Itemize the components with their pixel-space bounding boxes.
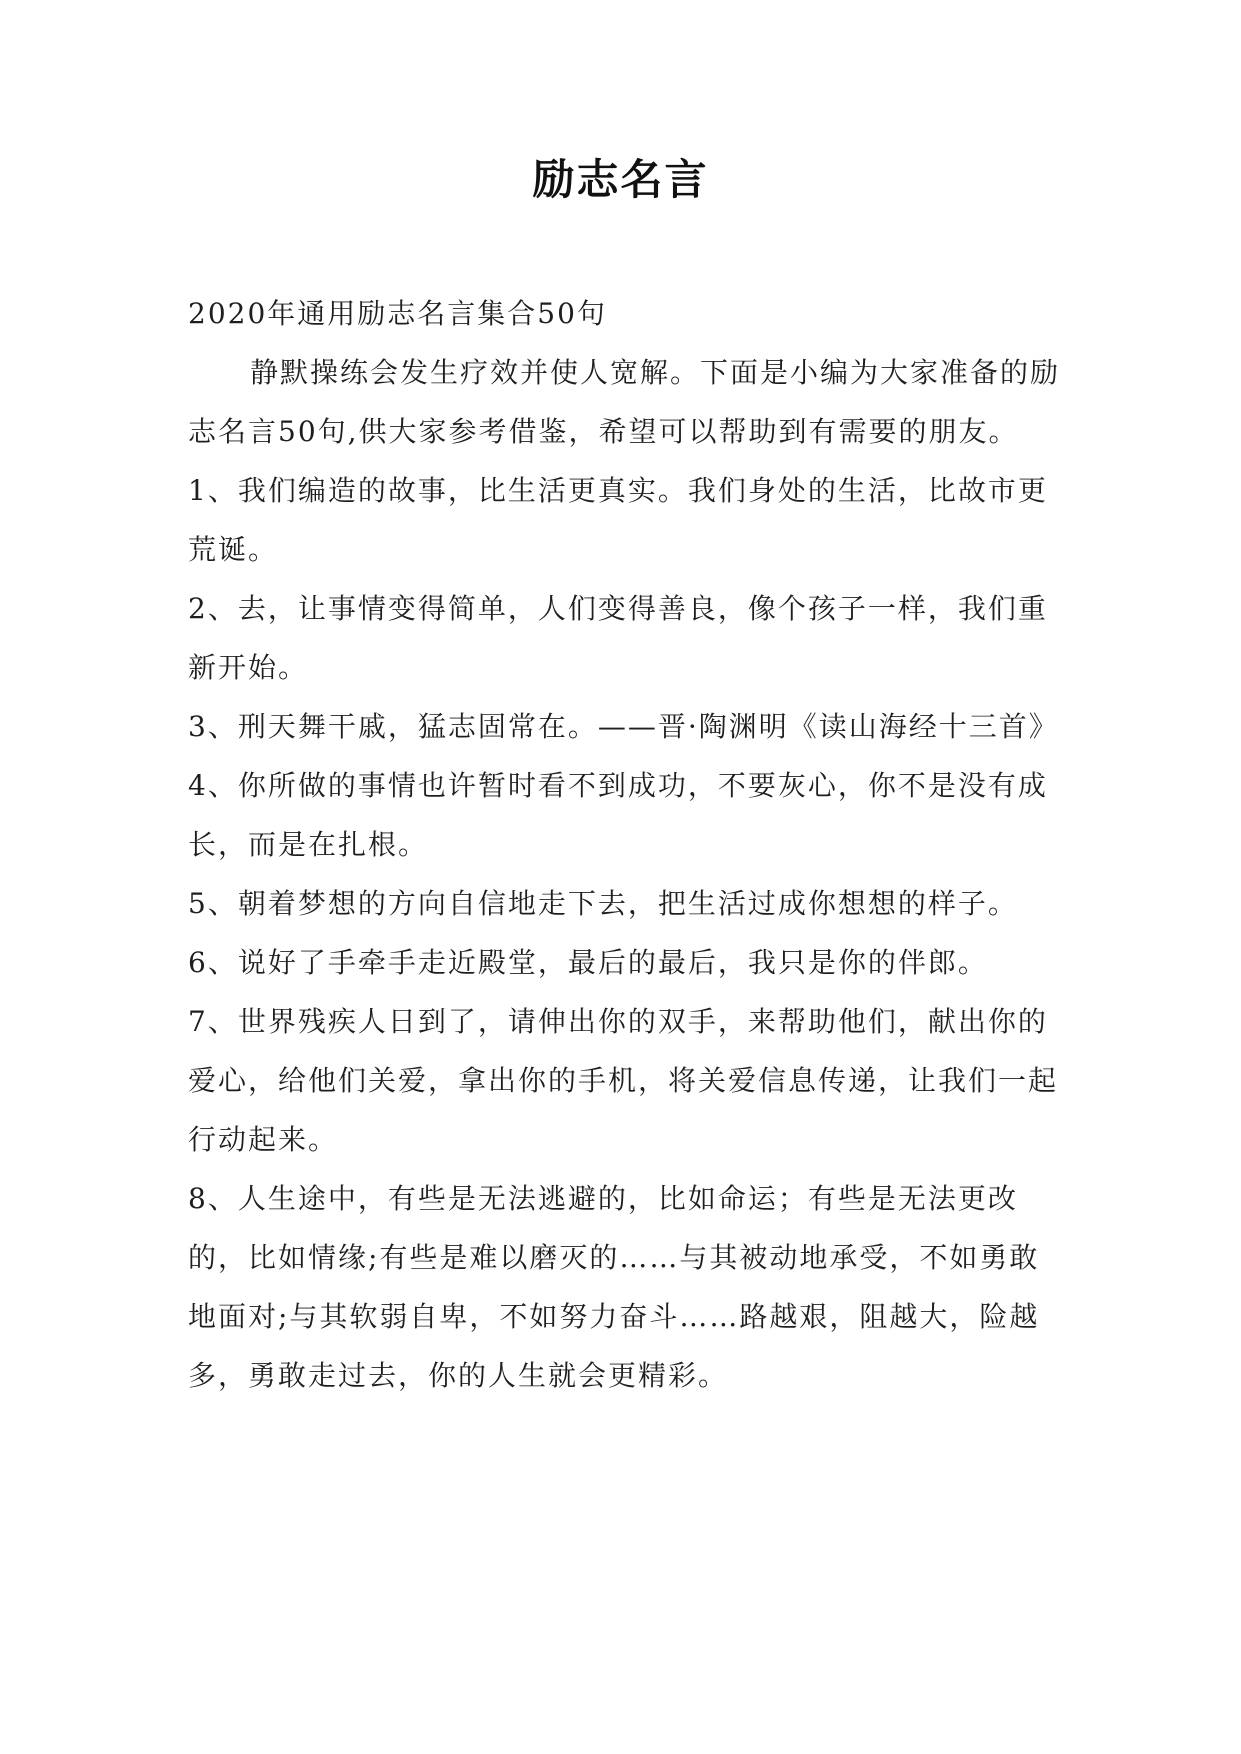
document-title: 励志名言 — [532, 155, 709, 204]
quote-item-8: 8、人生途中，有些是无法逃避的，比如命运；有些是无法更改的，比如情缘;有些是难以磨灭的……与其被动地承受，不如勇敢地面对;与其软弱自卑，不如努力奋斗……路越艰，阻越大，险越多，勇敢走过去，你的人生就会更精彩。 — [188, 1182, 1040, 1392]
quote-item-1: 1、我们编造的故事，比生活更真实。我们身处的生活，比故市更荒诞。 — [188, 474, 1048, 566]
document-subtitle: 2020年通用励志名言集合50句 — [188, 297, 607, 330]
quote-item-2: 2、去，让事情变得简单，人们变得善良，像个孩子一样，我们重新开始。 — [188, 592, 1048, 684]
quote-item-4: 4、你所做的事情也许暂时看不到成功，不要灰心，你不是没有成长，而是在扎根。 — [188, 769, 1048, 861]
quote-item-5: 5、朝着梦想的方向自信地走下去，把生活过成你想想的样子。 — [188, 887, 1018, 920]
intro-paragraph: 静默操练会发生疗效并使人宽解。下面是小编为大家准备的励志名言50句,供大家参考借鉴，希望可以帮助到有需要的朋友。 — [188, 356, 1061, 448]
document-body — [188, 284, 1068, 1405]
quote-item-7: 7、世界残疾人日到了，请伸出你的双手，来帮助他们，献出你的爱心，给他们关爱，拿出你的手机，将关爱信息传递，让我们一起行动起来。 — [188, 1005, 1059, 1156]
quote-item-6: 6、说好了手牵手走近殿堂，最后的最后，我只是你的伴郎。 — [188, 946, 988, 979]
quote-item-3: 3、刑天舞干戚，猛志固常在。——晋·陶渊明《读山海经十三首》 — [188, 710, 1059, 743]
